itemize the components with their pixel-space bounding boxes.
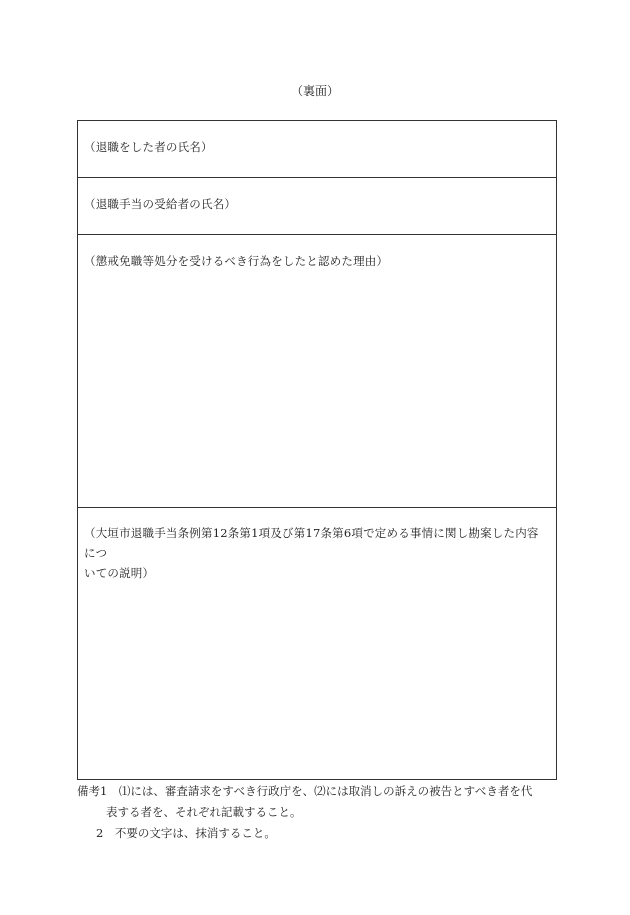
remark-item-1-line2: 表する者を、それぞれ記載すること。 xyxy=(106,805,302,819)
retiree-name-label: （退職をした者の氏名） xyxy=(84,140,213,154)
recipient-name-field[interactable] xyxy=(78,178,556,235)
retiree-name-field[interactable] xyxy=(78,121,556,178)
circumstances-explanation-field[interactable] xyxy=(78,508,556,779)
form-table xyxy=(77,120,557,780)
disciplinary-reason-field[interactable] xyxy=(78,235,556,508)
circumstances-explanation-label-line2: いての説明） xyxy=(84,566,155,580)
circumstances-explanation-label-line1: （大垣市退職手当条例第12条第1項及び第17条第6項で定める事情に関し勘案した内容につ xyxy=(84,526,539,560)
disciplinary-reason-label: （懲戒免職等処分を受けるべき行為をしたと認めた理由） xyxy=(84,254,389,268)
page-heading: （裏面） xyxy=(290,84,339,98)
remark-item-2: 2 不要の文字は、抹消すること。 xyxy=(96,826,276,840)
recipient-name-label: （退職手当の受給者の氏名） xyxy=(84,197,237,211)
remarks xyxy=(77,781,561,844)
remark-item-1-line1: 備考1 ⑴には、審査請求をすべき行政庁を、⑵には取消しの訴えの被告とすべき者を代 xyxy=(77,784,533,798)
